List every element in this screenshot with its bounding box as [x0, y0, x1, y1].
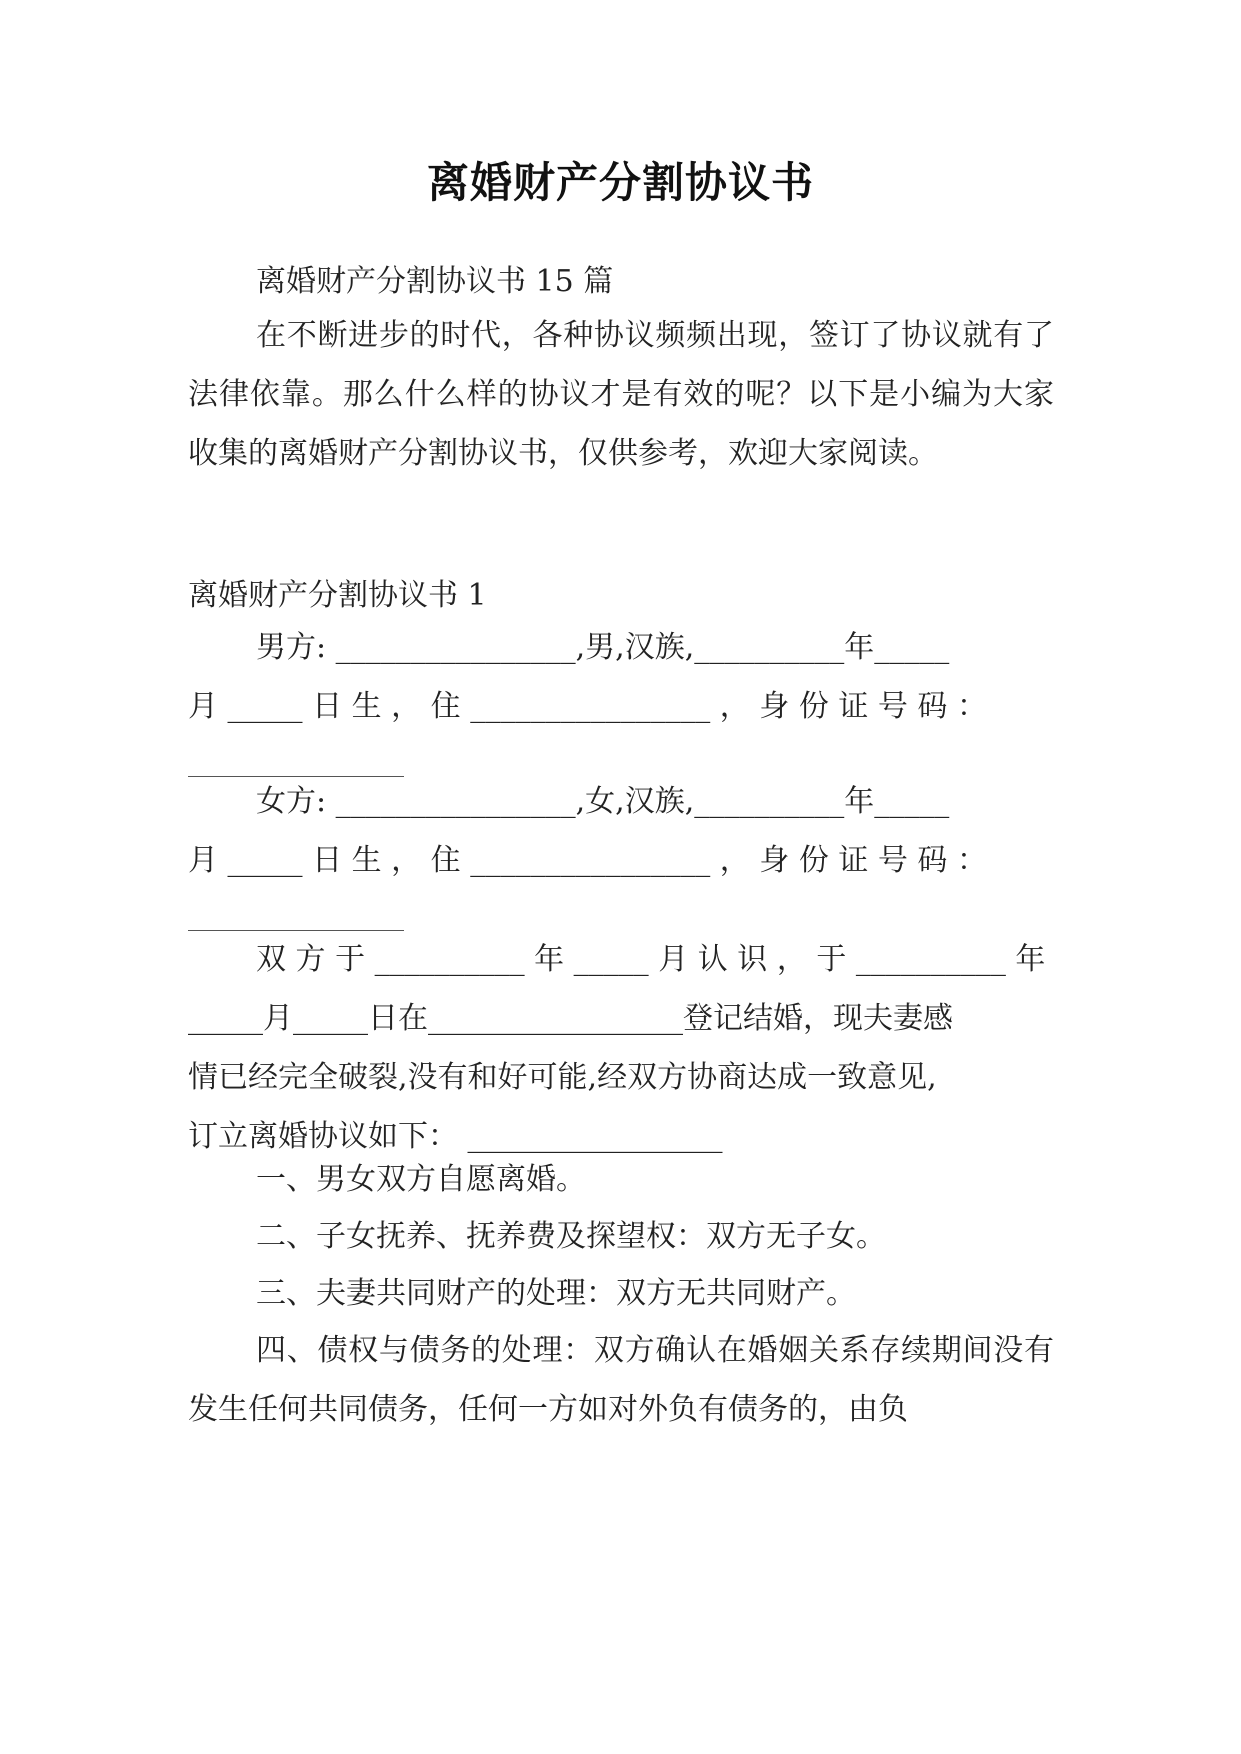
marriage-line-1: 双 方 于 __________ 年 _____ 月 认 识 ， 于 __________ 年 [256, 942, 1046, 977]
clause-1: 一、男女双方自愿离婚。 [256, 1162, 586, 1197]
female-party-line-1: 女方: ________________,女,汉族,__________年_____ [256, 784, 950, 819]
male-party-line-2: 月 _____ 日 生 ， 住 ________________ ， 身 份 证 号 码 ： [188, 689, 987, 724]
marriage-paragraph [188, 930, 1054, 1166]
female-id-blank [188, 890, 404, 931]
marriage-line-2: _____月_____日在_________________登记结婚，现夫妻感 [188, 1001, 953, 1036]
male-party-block [188, 618, 1054, 777]
document-title: 离婚财产分割协议书 [426, 158, 814, 207]
male-party-line-1: 男方: ________________,男,汉族,__________年_____ [256, 630, 950, 665]
marriage-line-3: 情已经完全破裂,没有和好可能,经双方协商达成一致意见, [188, 1060, 937, 1095]
clause-2: 二、子女抚养、抚养费及探望权：双方无子女。 [256, 1219, 886, 1254]
marriage-line-4: 订立离婚协议如下： _________________ [188, 1119, 723, 1154]
clause-4: 四、债权与债务的处理：双方确认在婚姻关系存续期间没有发生任何共同债务，任何一方如对外负有债务的，由负 [188, 1333, 1054, 1427]
female-party-block [188, 772, 1054, 931]
male-id-blank [188, 736, 404, 777]
intro-paragraph: 在不断进步的时代，各种协议频频出现，签订了协议就有了法律依靠。那么什么样的协议才是有效的呢？以下是小编为大家收集的离婚财产分割协议书，仅供参考，欢迎大家阅读。 [188, 318, 1054, 471]
document-subtitle: 离婚财产分割协议书 15 篇 [256, 264, 614, 299]
section-heading: 离婚财产分割协议书 1 [188, 578, 487, 613]
clause-3: 三、夫妻共同财产的处理：双方无共同财产。 [256, 1276, 856, 1311]
female-party-line-2: 月 _____ 日 生 ， 住 ________________ ， 身 份 证 号 码 ： [188, 843, 987, 878]
